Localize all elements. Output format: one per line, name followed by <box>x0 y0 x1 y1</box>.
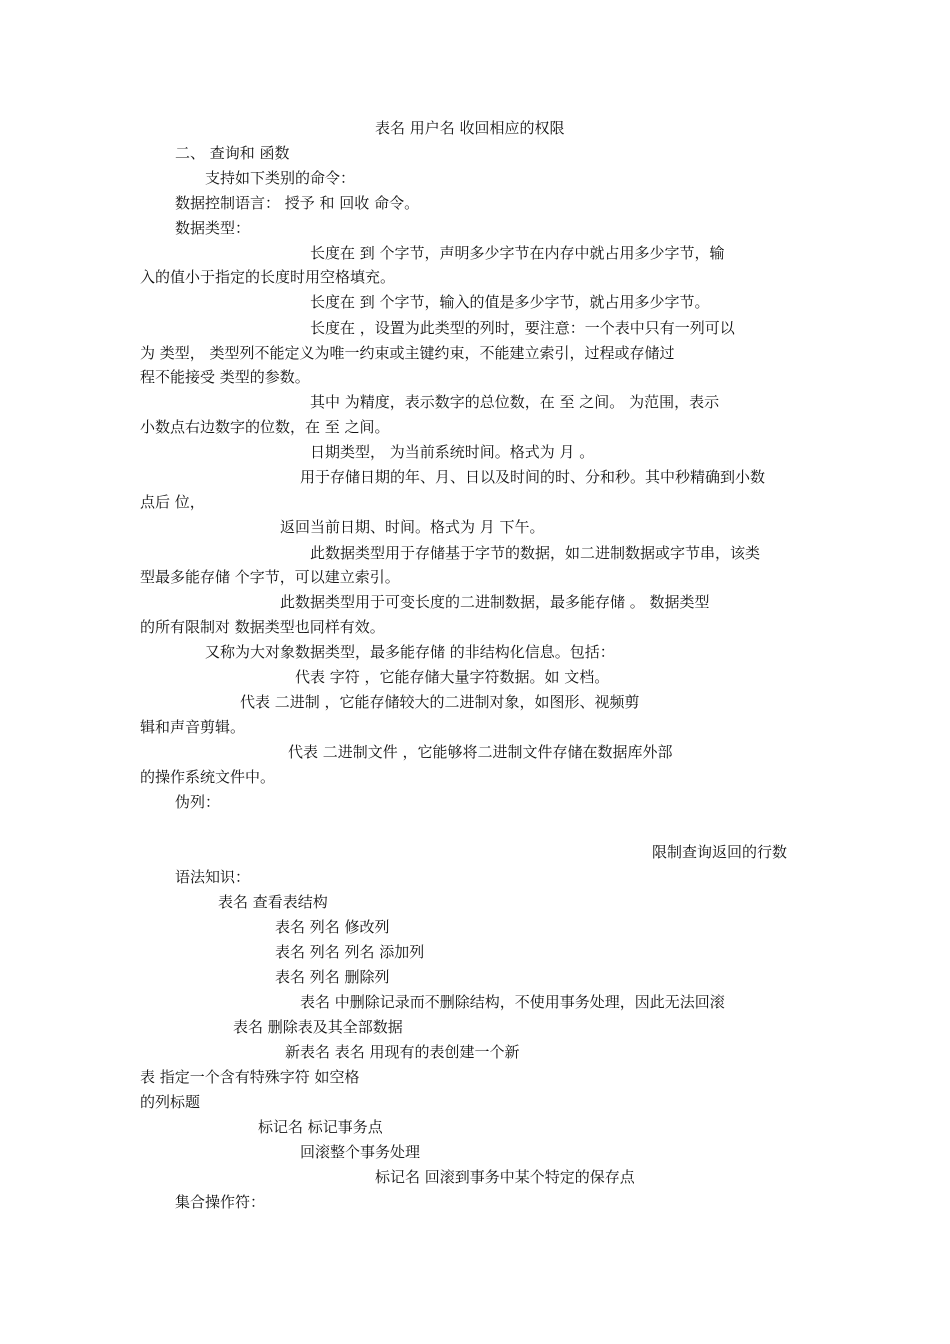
text-line: 代表 二进制文件 ，它能够将二进制文件存储在数据库外部 <box>288 743 673 761</box>
text-line: 回滚整个事务处理 <box>300 1143 421 1161</box>
text-line: 数据类型： <box>175 219 251 237</box>
text-line: 限制查询返回的行数 <box>652 843 788 861</box>
text-line: 代表 字符 ，它能存储大量字符数据。如 文档。 <box>295 668 610 686</box>
text-line: 长度在 到 个字节，声明多少字节在内存中就占用多少字节，输 <box>310 244 725 262</box>
text-line: 日期类型， 为当前系统时间。格式为 月 。 <box>310 443 595 461</box>
text-line: 表名 列名 列名 添加列 <box>275 943 425 961</box>
text-line: 伪列： <box>175 793 221 811</box>
text-line: 型最多能存储 个字节，可以建立索引。 <box>140 568 400 586</box>
text-line: 表 指定一个含有特殊字符 如空格 <box>140 1068 360 1086</box>
text-line: 表名 列名 删除列 <box>275 968 390 986</box>
text-line: 此数据类型用于存储基于字节的数据，如二进制数据或字节串，该类 <box>310 544 761 562</box>
text-line: 表名 中删除记录而不删除结构，不使用事务处理，因此无法回滚 <box>300 993 725 1011</box>
text-line: 集合操作符： <box>175 1193 266 1211</box>
text-line: 长度在 到 个字节，输入的值是多少字节，就占用多少字节。 <box>310 293 710 311</box>
text-line: 此数据类型用于可变长度的二进制数据，最多能存储 。 数据类型 <box>280 593 710 611</box>
text-line: 为 类型， 类型列不能定义为唯一约束或主键约束，不能建立索引，过程或存储过 <box>140 344 675 362</box>
text-line: 的操作系统文件中。 <box>140 768 276 786</box>
text-line: 语法知识： <box>175 868 251 886</box>
text-line: 标记名 回滚到事务中某个特定的保存点 <box>375 1168 635 1186</box>
text-line: 入的值小于指定的长度时用空格填充。 <box>140 268 396 286</box>
text-line: 数据控制语言： 授予 和 回收 命令。 <box>175 194 420 212</box>
text-line: 的所有限制对 数据类型也同样有效。 <box>140 618 385 636</box>
text-line: 代表 二进制 ，它能存储较大的二进制对象，如图形、视频剪 <box>240 693 640 711</box>
text-line: 程不能接受 类型的参数。 <box>140 368 310 386</box>
text-line: 表名 列名 修改列 <box>275 918 390 936</box>
text-line: 又称为大对象数据类型，最多能存储 的非结构化信息。包括： <box>205 643 615 661</box>
text-line: 新表名 表名 用现有的表创建一个新 <box>285 1043 520 1061</box>
text-line: 标记名 标记事务点 <box>258 1118 383 1136</box>
text-line: 辑和声音剪辑。 <box>140 718 246 736</box>
text-line: 点后 位， <box>140 493 205 511</box>
text-line: 表名 查看表结构 <box>218 893 328 911</box>
text-line: 返回当前日期、时间。格式为 月 下午。 <box>280 518 545 536</box>
text-line: 支持如下类别的命令： <box>205 169 356 187</box>
text-line: 其中 为精度，表示数字的总位数，在 至 之间。 为范围，表示 <box>310 393 720 411</box>
text-line: 长度在 ，设置为此类型的列时，要注意：一个表中只有一列可以 <box>310 319 735 337</box>
text-line: 用于存储日期的年、月、日以及时间的时、分和秒。其中秒精确到小数 <box>300 468 766 486</box>
text-line: 表名 删除表及其全部数据 <box>233 1018 403 1036</box>
section-heading: 二、 查询和 函数 <box>175 144 290 162</box>
text-line: 小数点右边数字的位数，在 至 之间。 <box>140 418 390 436</box>
text-line: 表名 用户名 收回相应的权限 <box>375 119 565 137</box>
text-line: 的列标题 <box>140 1093 201 1111</box>
